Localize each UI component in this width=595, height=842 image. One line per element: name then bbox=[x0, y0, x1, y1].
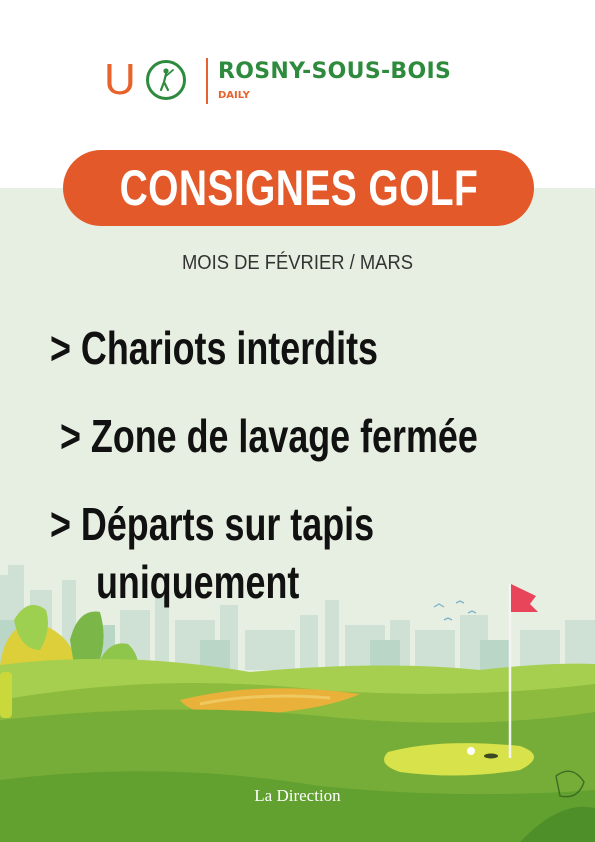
signature: La Direction bbox=[254, 786, 341, 805]
page-title: CONSIGNES GOLF bbox=[119, 160, 478, 216]
title-banner bbox=[63, 150, 534, 226]
golfer-icon bbox=[146, 60, 186, 100]
period-subtitle: MOIS DE FÉVRIER / MARS bbox=[181, 252, 414, 274]
brand-subtitle: DAILY bbox=[218, 90, 250, 101]
brand-logo bbox=[104, 54, 504, 110]
rule-wash-area: > Zone de lavage fermée bbox=[60, 410, 478, 462]
rule-trolleys: > Chariots interdits bbox=[50, 322, 378, 374]
rule-mats-continued: uniquement bbox=[96, 556, 300, 608]
brand-title: ROSNY-SOUS-BOIS bbox=[218, 59, 452, 84]
rule-mats: > Départs sur tapis bbox=[50, 498, 375, 550]
logo-mark: U bbox=[104, 55, 136, 104]
logo-divider bbox=[206, 58, 208, 104]
